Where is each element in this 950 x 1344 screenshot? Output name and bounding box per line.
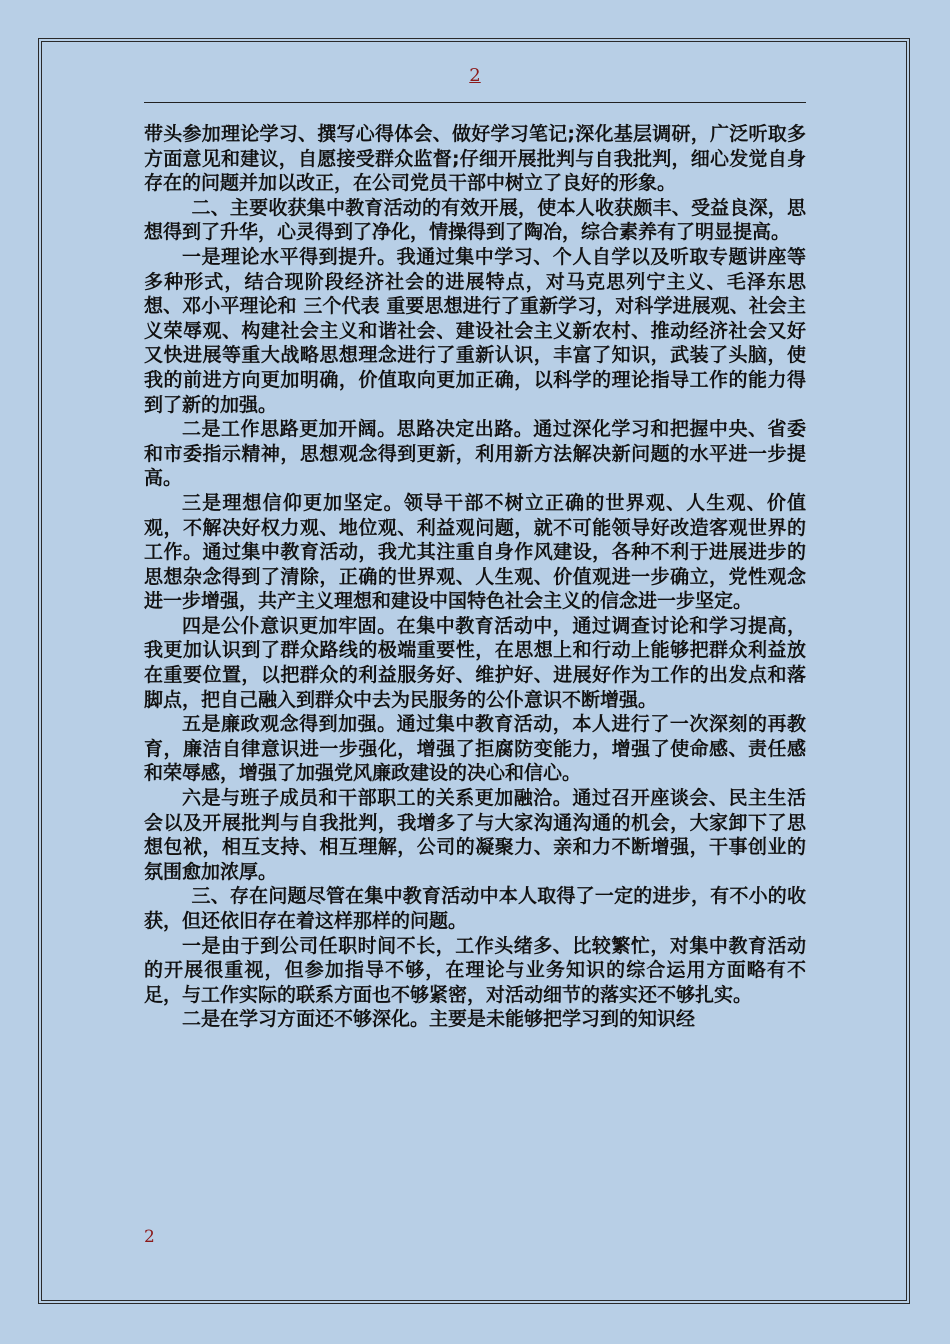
paragraph: 三、存在问题尽管在集中教育活动中本人取得了一定的进步，有不小的收获，但还依旧存在着这样那样的问题。 (144, 885, 806, 932)
paragraph: 三是理想信仰更加坚定。领导干部不树立正确的世界观、人生观、价值观，不解决好权力观、地位观、利益观问题，就不可能领导好改造客观世界的工作。通过集中教育活动，我尤其注重自身作风建设，各种不利于进展进步的思想杂念得到了清除，正确的世界观、人生观、价值观进一步确立，党性观念进一步增强，共产主义理想和建设中国特色社会主义的信念进一步坚定。 (144, 491, 806, 613)
paragraph: 带头参加理论学习、撰写心得体会、做好学习笔记;深化基层调研，广泛听取多方面意见和建议，自愿接受群众监督;仔细开展批判与自我批判，细心发觉自身存在的问题并加以改正，在公司党员干部中树立了良好的形象。 (144, 123, 806, 195)
paragraph: 一是由于到公司任职时间不长，工作头绪多、比较繁忙，对集中教育活动的开展很重视，但参加指导不够，在理论与业务知识的综合运用方面略有不足，与工作实际的联系方面也不够紧密，对活动细节的落实还不够扎实。 (144, 934, 806, 1006)
paragraph: 五是廉政观念得到加强。通过集中教育活动，本人进行了一次深刻的再教育，廉洁自律意识进一步强化，增强了拒腐防变能力，增强了使命感、责任感和荣辱感，增强了加强党风廉政建设的决心和信心。 (144, 713, 806, 785)
paragraph: 二是工作思路更加开阔。思路决定出路。通过深化学习和把握中央、省委和市委指示精神，思想观念得到更新，利用新方法解决新问题的水平进一步提高。 (144, 418, 806, 490)
paragraph: 六是与班子成员和干部职工的关系更加融洽。通过召开座谈会、民主生活会以及开展批判与自我批判，我增多了与大家沟通沟通的机会，大家卸下了思想包袱，相互支持、相互理解，公司的凝聚力、亲和力不断增强，干事创业的氛围愈加浓厚。 (144, 787, 806, 883)
paragraph: 二是在学习方面还不够深化。主要是未能够把学习到的知识经 (182, 1008, 696, 1031)
header-page-number: 2 (469, 65, 481, 86)
paragraph: 一是理论水平得到提升。我通过集中学习、个人自学以及听取专题讲座等多种形式，结合现阶段经济社会的进展特点，对马克思列宁主义、毛泽东思想、邓小平理论和 三个代表 重要思想进行了重新学习，对科学进展观、社会主义荣辱观、构建社会主义和谐社会、建设社会主义新农村、推动经济社会又好又快进展等重大战略思想理念进行了重新认识，丰富了知识，武装了头脑，使我的前进方向更加明确，价值取向更加正确，以科学的理论指导工作的能力得到了新的加强。 (144, 245, 806, 416)
header-divider (144, 102, 806, 103)
paragraph: 二、主要收获集中教育活动的有效开展，使本人收获颇丰、受益良深，思想得到了升华，心灵得到了净化，情操得到了陶冶，综合素养有了明显提高。 (144, 196, 806, 244)
paragraph: 四是公仆意识更加牢固。在集中教育活动中，通过调查讨论和学习提高，我更加认识到了群众路线的极端重要性，在思想上和行动上能够把群众利益放在重要位置，以把群众的利益服务好、维护好、进展好作为工作的出发点和落脚点，把自己融入到群众中去为民服务的公仆意识不断增强。 (144, 614, 806, 711)
footer-page-number: 2 (144, 1227, 155, 1247)
document-body (144, 122, 806, 1032)
